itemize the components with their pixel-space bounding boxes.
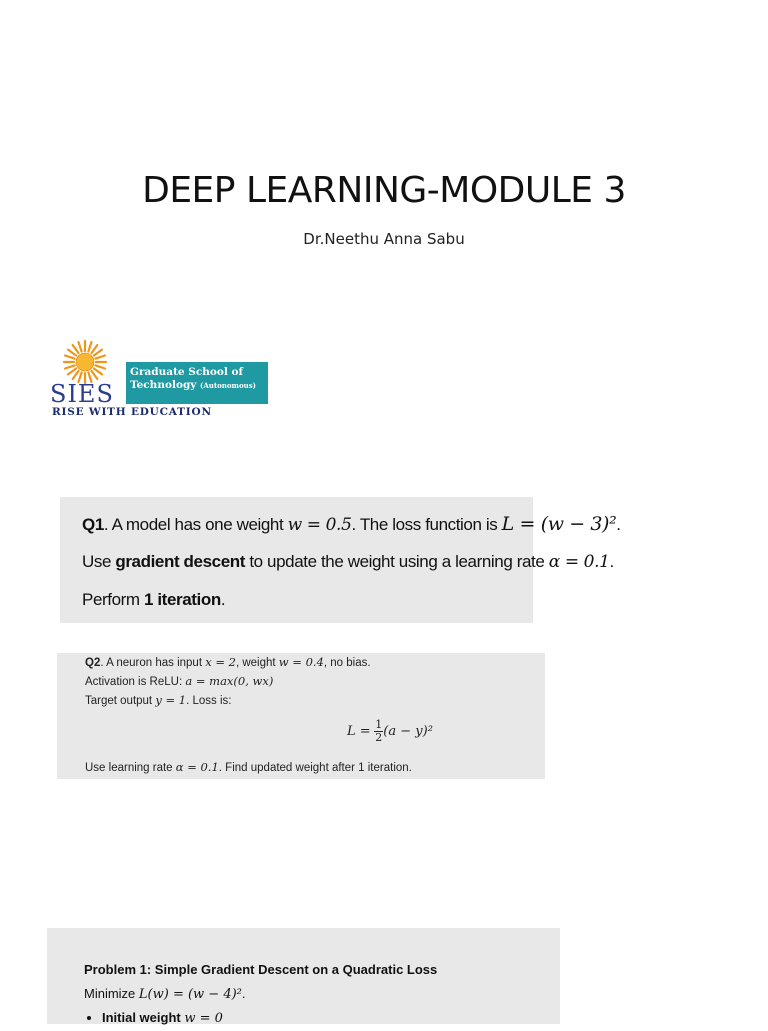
sies-logo xyxy=(50,338,270,420)
q1-eq-weight: w = 0.5 xyxy=(287,515,352,535)
p1-eq-loss: L(w) = (w − 4)² xyxy=(138,987,242,1002)
q2-label: Q2 xyxy=(85,657,101,669)
sun-ray xyxy=(94,368,102,374)
logo-box-line1: Graduate School of xyxy=(130,366,244,378)
p1-text-a: Minimize xyxy=(84,986,139,1001)
q2-loss-equation xyxy=(347,719,433,744)
q2-text-a: . A neuron has input xyxy=(100,657,206,669)
p1-bullet1-label: Initial weight xyxy=(102,1010,185,1025)
sun-ray xyxy=(91,345,97,353)
q2-text-b: , weight xyxy=(235,657,279,669)
logo-school-box xyxy=(126,362,268,404)
q2-line-2 xyxy=(85,672,545,691)
problem-1-card xyxy=(47,928,560,1024)
q1-text-d: Use xyxy=(82,552,116,571)
logo-box-line2: Technology xyxy=(130,379,197,391)
sun-ray xyxy=(94,350,102,356)
q1-text-h: . xyxy=(220,590,226,609)
q1-line-1 xyxy=(82,505,621,543)
q1-line-3 xyxy=(82,581,533,619)
logo-box-autonomous: (Autonomous) xyxy=(200,381,256,390)
sun-emblem-icon xyxy=(54,338,116,386)
q2-text-h: . Find updated weight after 1 iteration. xyxy=(218,762,412,774)
p1-bullet-1 xyxy=(102,1006,560,1030)
q2-frac-num: 1 xyxy=(375,718,383,731)
author-name: Dr.Neethu Anna Sabu xyxy=(303,230,465,248)
q2-text-c: , no bias. xyxy=(323,657,371,669)
q2-text-d: Activation is ReLU: xyxy=(85,676,186,688)
sun-ray xyxy=(65,365,75,368)
p1-text-b: . xyxy=(241,986,246,1001)
sun-ray xyxy=(95,365,105,368)
q2-line-3 xyxy=(85,691,545,710)
sun-ray xyxy=(95,356,105,359)
q2-line-1 xyxy=(85,653,545,672)
q2-line-4 xyxy=(85,758,412,777)
q2-text-e: Target output xyxy=(85,695,156,707)
q1-text-a: . A model has one weight xyxy=(103,515,288,534)
p1-heading: Problem 1: Simple Gradient Descent on a Quadratic Loss xyxy=(84,962,438,977)
q1-line-2 xyxy=(82,543,614,581)
sun-ray xyxy=(91,371,97,379)
q2-eq-y: y = 1 xyxy=(155,693,187,707)
q2-fraction xyxy=(374,719,383,744)
q2-text-f: . Loss is: xyxy=(186,695,232,707)
q1-text-b: . The loss function is xyxy=(351,515,502,534)
sun-ray xyxy=(65,356,75,359)
q1-bold-iter: 1 iteration xyxy=(143,590,221,609)
q1-eq-lr: α = 0.1 xyxy=(548,552,610,572)
q2-eq-w: w = 0.4 xyxy=(278,655,324,669)
q1-text-f: . xyxy=(609,552,614,571)
sun-ray xyxy=(73,345,79,353)
q2-eq-x: x = 2 xyxy=(205,655,236,669)
sun-ray xyxy=(68,350,76,356)
q1-eq-loss: L = (w − 3)² xyxy=(501,513,617,535)
sun-ray xyxy=(68,368,76,374)
q1-text-e: to update the weight using a learning rate xyxy=(245,552,549,571)
q2-text-g: Use learning rate xyxy=(85,762,176,774)
p1-bullet-list xyxy=(84,1006,560,1030)
q2-frac-den: 2 xyxy=(375,731,383,744)
q1-label: Q1 xyxy=(82,515,104,534)
page-title: DEEP LEARNING-MODULE 3 xyxy=(142,170,626,211)
sun-ray xyxy=(79,342,82,352)
sun-ray xyxy=(73,371,79,379)
q2-eq-rhs: (a − y)² xyxy=(383,723,433,739)
q1-text-g: Perform xyxy=(82,590,144,609)
q1-bold-gd: gradient descent xyxy=(115,552,245,571)
p1-bullet1-eq: w = 0 xyxy=(184,1011,223,1026)
p1-line-2 xyxy=(84,982,560,1006)
logo-tagline: RISE WITH EDUCATION xyxy=(52,406,212,418)
q2-eq-lhs: L = xyxy=(347,723,371,739)
question-2-card xyxy=(57,653,545,779)
sun-ray xyxy=(88,342,91,352)
q2-eq-relu: a = max(0, wx) xyxy=(185,674,274,688)
logo-sies-text: SIES xyxy=(50,380,114,408)
q1-text-c: . xyxy=(616,515,621,534)
q2-eq-lr: α = 0.1 xyxy=(175,760,219,774)
question-1-card xyxy=(60,497,621,623)
